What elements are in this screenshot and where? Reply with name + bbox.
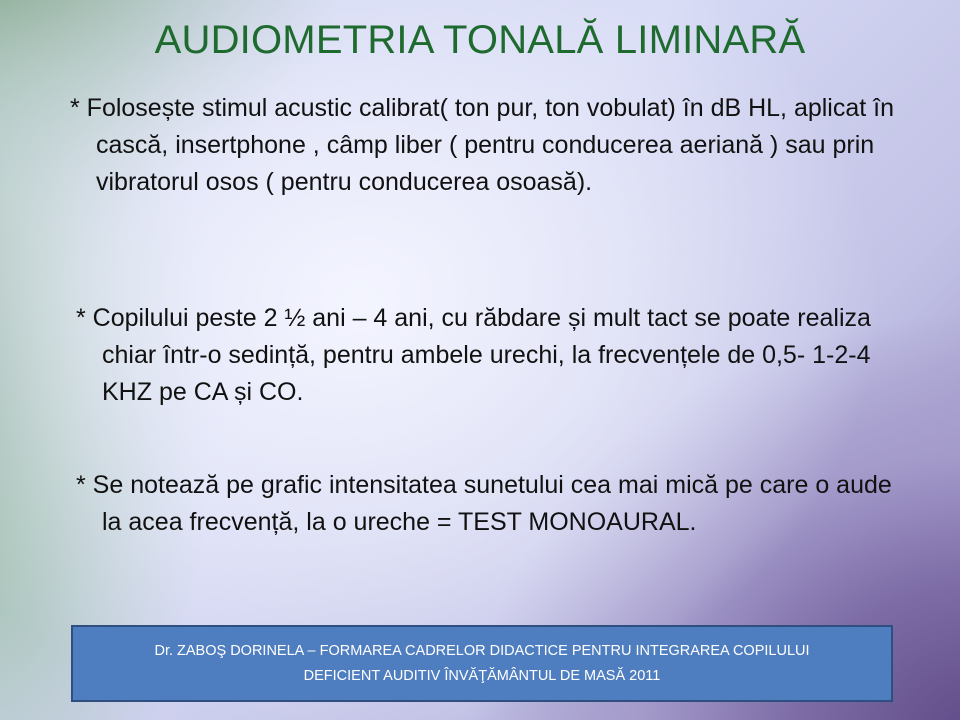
bullet-paragraph-2: * Copilului peste 2 ½ ani – 4 ani, cu răbdare și mult tact se poate realiza chiar într-o sedință, pentru ambele urechi, la frecvențele de 0,5- 1-2-4 KHZ pe CA și CO. [76,304,871,406]
footer-box [71,625,893,702]
footer-line-1: Dr. ZABOŞ DORINELA – FORMAREA CADRELOR DIDACTICE PENTRU INTEGRAREA COPILULUI [154,642,810,659]
bullet-paragraph-1: * Folosește stimul acustic calibrat( ton pur, ton vobulat) în dB HL, aplicat în cască, insertphone , câmp liber ( pentru conducerea aeriană ) sau prin vibratorul osos ( pentru conducerea osoasă). [70,94,895,196]
footer-line-2: DEFICIENT AUDITIV ÎNVĂŢĂMÂNTUL DE MASĂ 2011 [303,667,661,684]
slide-title: AUDIOMETRIA TONALĂ LIMINARĂ [154,18,806,62]
bullet-paragraph-3: * Se notează pe grafic intensitatea sunetului cea mai mică pe care o aude la acea frecvență, la o ureche = TEST MONOAURAL. [76,471,892,536]
